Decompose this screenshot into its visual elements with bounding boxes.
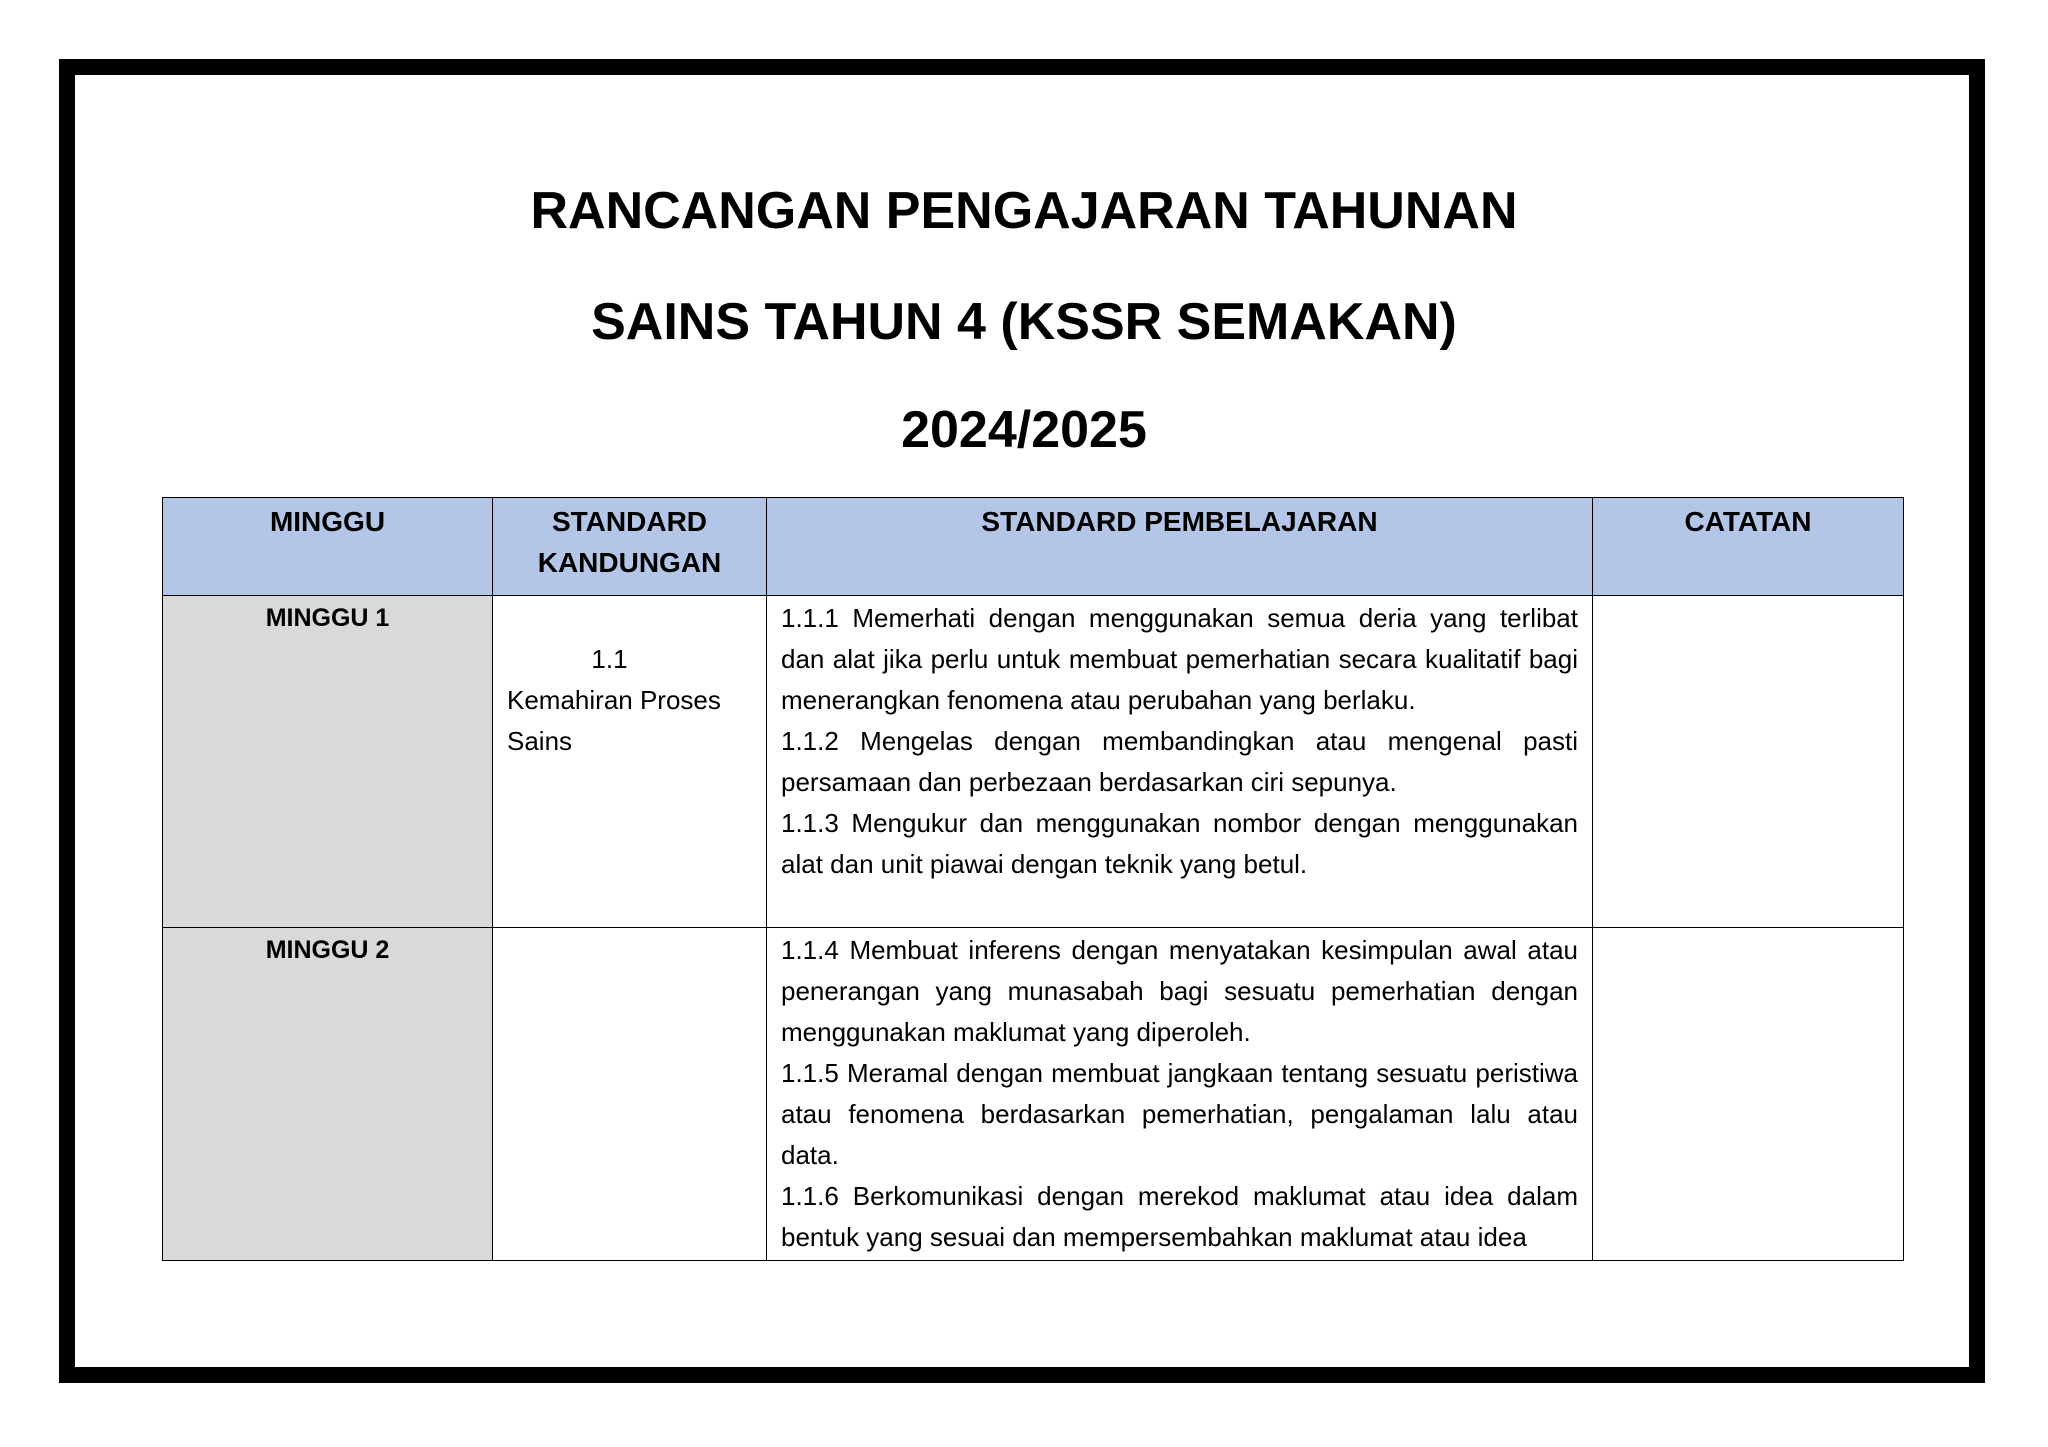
standard-kandungan-cell [493, 928, 767, 1261]
header-minggu: MINGGU [163, 498, 493, 596]
table-header-row [163, 498, 1904, 596]
document-title: RANCANGAN PENGAJARAN TAHUNAN [530, 182, 1518, 240]
learning-standard-item: 1.1.2 Mengelas dengan membandingkan atau mengenal pasti persamaan dan perbezaan berdasarkan ciri sepunya. [781, 726, 1578, 797]
table-row [163, 596, 1904, 928]
sk-title: Kemahiran Proses Sains [507, 685, 721, 756]
week-cell: MINGGU 1 [163, 596, 493, 928]
learning-standard-item: 1.1.6 Berkomunikasi dengan merekod maklumat atau idea dalam bentuk yang sesuai dan mempersembahkan maklumat atau idea [781, 1181, 1578, 1252]
sk-number: 1.1 [591, 644, 628, 674]
header-catatan: CATATAN [1593, 498, 1904, 596]
learning-standard-item: 1.1.5 Meramal dengan membuat jangkaan tentang sesuatu peristiwa atau fenomena berdasarkan pemerhatian, pengalaman lalu atau data. [781, 1058, 1578, 1170]
header-standard-pembelajaran: STANDARD PEMBELAJARAN [767, 498, 1593, 596]
learning-standard-item: 1.1.3 Mengukur dan menggunakan nombor dengan menggunakan alat dan unit piawai dengan teknik yang betul. [781, 808, 1578, 879]
document-subtitle: SAINS TAHUN 4 (KSSR SEMAKAN) [591, 293, 1457, 351]
catatan-cell [1593, 596, 1904, 928]
catatan-cell [1593, 928, 1904, 1261]
table-row [163, 928, 1904, 1261]
standard-pembelajaran-cell [767, 596, 1593, 928]
learning-standard-item: 1.1.1 Memerhati dengan menggunakan semua deria yang terlibat dan alat jika perlu untuk membuat pemerhatian secara kualitatif bagi menerangkan fenomena atau perubahan yang berlaku. [781, 603, 1578, 715]
header-standard-kandungan: STANDARD KANDUNGAN [493, 498, 767, 596]
week-cell: MINGGU 2 [163, 928, 493, 1261]
standard-pembelajaran-cell [767, 928, 1593, 1261]
annual-teaching-plan-table [162, 497, 1904, 1261]
learning-standard-item: 1.1.4 Membuat inferens dengan menyatakan kesimpulan awal atau penerangan yang munasabah bagi sesuatu pemerhatian dengan menggunakan maklumat yang diperoleh. [781, 935, 1578, 1047]
document-year: 2024/2025 [901, 401, 1147, 459]
standard-kandungan-cell [493, 596, 767, 928]
